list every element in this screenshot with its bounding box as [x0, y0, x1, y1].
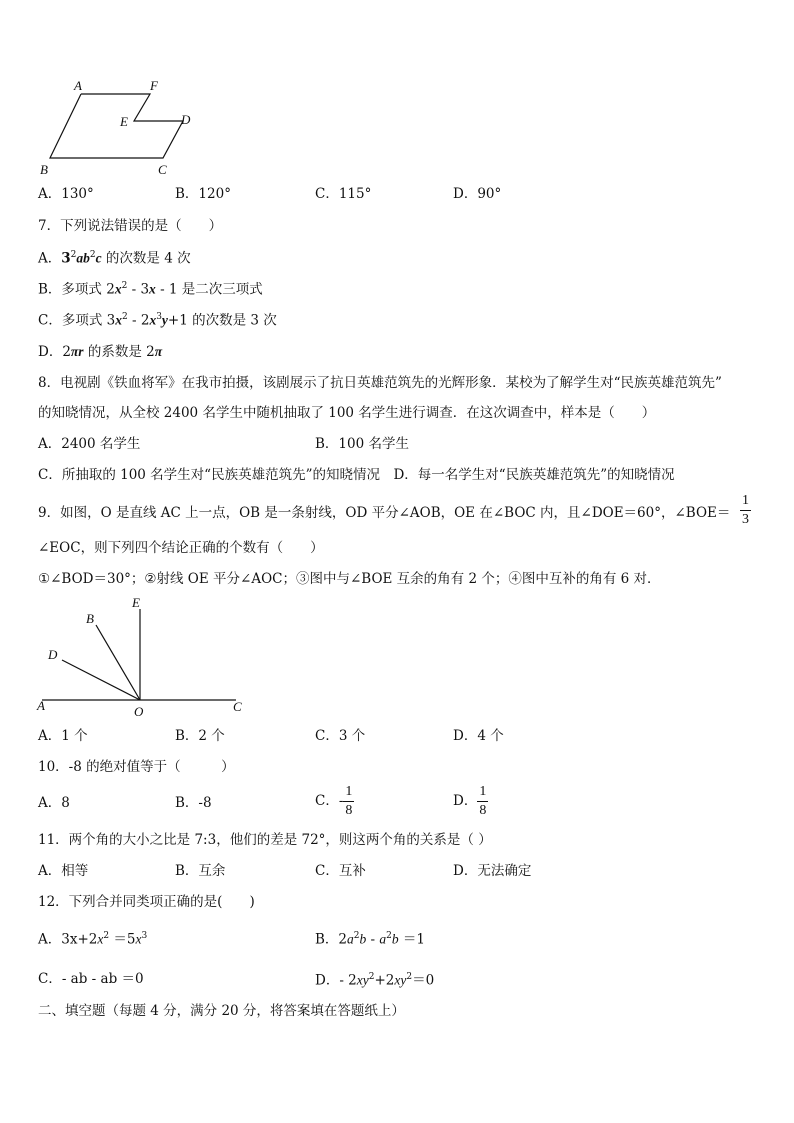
q7-option-c: C．多项式 $3x^2 - 2x^3y+1$ 的次数是 3 次 — [38, 312, 277, 329]
q6-figure — [36, 76, 206, 176]
q6-label-c: C — [158, 162, 167, 176]
q10-option-c: C．- $\frac{1}{8}$ — [315, 784, 353, 818]
q9-label-c: C — [233, 699, 242, 714]
q12-stem: 12．下列合并同类项正确的是( ) — [38, 894, 255, 910]
q7-stem: 7．下列说法错误的是（ ） — [38, 218, 223, 234]
q6-option-c: C．115° — [315, 186, 372, 202]
q9-option-d: D．4 个 — [453, 728, 504, 744]
q9-line-3: ①∠BOD＝30°；②射线 OE 平分∠AOC；③图中与∠BOE 互余的角有 2 个；④图中互补的角有 6 对． — [38, 571, 661, 587]
q11-option-b: B．互余 — [175, 863, 226, 879]
q10-option-a: A．8 — [38, 795, 70, 811]
q9-label-o: O — [134, 704, 144, 719]
q9-fraction: $\frac{1}{3}$ — [742, 493, 749, 527]
q9-label-a: A — [37, 698, 45, 713]
q7-option-d: D．2πr 的系数是 2π — [38, 344, 163, 360]
q6-label-e: E — [120, 114, 128, 129]
q10-option-b: B．-8 — [175, 795, 212, 811]
q9-figure — [30, 595, 260, 720]
q9-line-1: 9．如图，O 是直线 AC 上一点，OB 是一条射线，OD 平分∠AOB，OE 在∠BOC 内，且∠DOE＝60°，∠BOE＝ — [38, 505, 731, 521]
q6-label-f: F — [150, 78, 158, 93]
q9-label-e: E — [132, 595, 140, 610]
q6-option-d: D．90° — [453, 186, 502, 202]
q11-stem: 11．两个角的大小之比是 7:3，他们的差是 72°，则这两个角的关系是（ ） — [38, 832, 492, 848]
q10-option-d: D． $\frac{1}{8}$ — [453, 784, 487, 818]
q11-option-d: D．无法确定 — [453, 863, 532, 879]
q7-option-a: A．$3^2ab^2c$ 的次数是 4 次 — [38, 250, 191, 267]
q6-label-b: B — [40, 162, 48, 176]
q8-option-cd: C．所抽取的 100 名学生对“民族英雄范筑先”的知晓情况 D．每一名学生对“民族英雄范筑先”的知晓情况 — [38, 467, 675, 483]
section-2-heading: 二、填空题（每题 4 分，满分 20 分，将答案填在答题纸上） — [38, 1003, 405, 1019]
q6-option-b: B．120° — [175, 186, 231, 202]
q11-option-c: C．互补 — [315, 863, 366, 879]
q11-option-a: A．相等 — [38, 863, 89, 879]
q7-option-b: B．多项式 $2x^2 - 3x - 1$ 是二次三项式 — [38, 281, 263, 298]
q8-line-2: 的知晓情况，从全校 2400 名学生中随机抽取了 100 名学生进行调查．在这次调查中，样本是（ ） — [38, 405, 656, 421]
q9-option-c: C．3 个 — [315, 728, 366, 744]
q6-figure-shape — [50, 94, 183, 158]
q10-stem: 10．-8 的绝对值等于（ ） — [38, 759, 235, 775]
q8-option-a: A．2400 名学生 — [38, 436, 141, 452]
q9-line-2: ∠EOC，则下列四个结论正确的个数有（ ） — [38, 540, 324, 556]
q8-option-b: B．100 名学生 — [315, 436, 409, 452]
q12-option-b: B．$2a^2b - a^2b =1$ — [315, 931, 426, 948]
q12-option-c: C．- ab - ab ＝0 — [38, 971, 144, 987]
q8-line-1: 8．电视剧《铁血将军》在我市拍摄，该剧展示了抗日英雄范筑先的光辉形象．某校为了解学生对“民族英雄范筑先” — [38, 375, 722, 391]
q9-label-d: D — [48, 647, 58, 662]
q12-option-d: D．- $2xy^2+2xy^2=0$ — [315, 972, 435, 989]
q6-label-d: D — [181, 112, 191, 127]
q12-option-a: A．$3x+2x^2 =5x^3$ — [38, 931, 148, 948]
q9-option-b: B．2 个 — [175, 728, 225, 744]
q9-label-b: B — [86, 611, 94, 626]
q6-label-a: A — [74, 78, 82, 93]
q6-option-a: A．130° — [38, 186, 94, 202]
q9-option-a: A．1 个 — [38, 728, 88, 744]
